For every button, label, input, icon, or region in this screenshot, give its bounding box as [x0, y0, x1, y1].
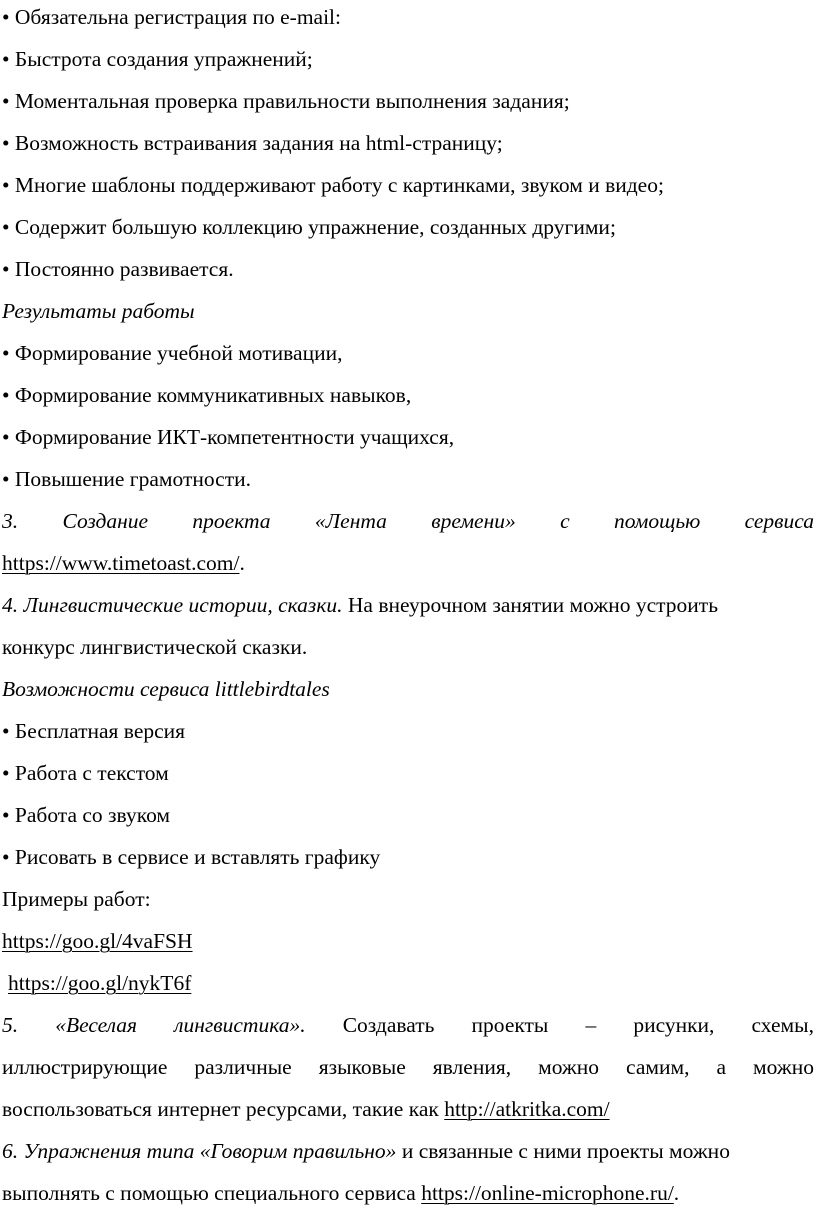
lbt-feature-item: • Рисовать в сервисе и вставлять графику: [2, 845, 381, 869]
item5-heading: 5. «Веселая лингвистика».: [2, 1013, 306, 1037]
item3-tail: .: [239, 551, 245, 575]
feature-item: • Многие шаблоны поддерживают работу с картинками, звуком и видео;: [2, 173, 664, 197]
online-microphone-link[interactable]: https://online-microphone.ru/: [421, 1181, 674, 1205]
item5-line1: [2, 1010, 814, 1040]
feature-item: • Постоянно развивается.: [2, 257, 234, 281]
item3-heading: 3. Создание проекта «Лента времени» с помощью сервиса: [2, 509, 814, 533]
result-item: • Повышение грамотности.: [2, 467, 251, 491]
item5-text-end: воспользоваться интернет ресурсами, такие как: [2, 1097, 445, 1121]
example-link-2[interactable]: https://goo.gl/nykT6f: [8, 971, 192, 995]
timetoast-link[interactable]: https://www.timetoast.com/: [2, 551, 240, 575]
item5-line3: [2, 1094, 610, 1124]
feature-item: • Быстрота создания упражнений;: [2, 47, 313, 71]
examples-label: Примеры работ:: [2, 887, 151, 911]
feature-item: • Моментальная проверка правильности выполнения задания;: [2, 89, 570, 113]
item4-heading: 4. Лингвистические истории, сказки.: [2, 593, 343, 617]
atkritka-link[interactable]: http://atkritka.com/: [444, 1097, 610, 1121]
item4-line1: [2, 590, 718, 620]
item5-line2: иллюстрирующие различные языковые явления, можно самим, а можно: [2, 1055, 814, 1079]
lbt-feature-item: • Работа со звуком: [2, 803, 171, 827]
example-link-1[interactable]: https://goo.gl/4vaFSH: [2, 929, 193, 953]
item5-text: Создавать проекты – рисунки, схемы,: [305, 1013, 814, 1037]
item6-tail: .: [673, 1181, 680, 1205]
result-item: • Формирование коммуникативных навыков,: [2, 383, 412, 407]
results-heading: Результаты работы: [2, 299, 195, 323]
item3-link-line: [2, 548, 245, 578]
item6-line1: [2, 1136, 730, 1166]
lbt-heading: Возможности сервиса littlebirdtales: [2, 677, 330, 701]
result-item: • Формирование учебной мотивации,: [2, 341, 343, 365]
item6-text-end: выполнять с помощью специального сервиса: [2, 1181, 422, 1205]
feature-item: • Возможность встраивания задания на html-страницу;: [2, 131, 503, 155]
result-item: • Формирование ИКТ-компетентности учащихся,: [2, 425, 455, 449]
feature-item: • Обязательна регистрация по e-mail:: [2, 5, 342, 29]
item6-text: и связанные с ними проекты можно: [396, 1139, 730, 1163]
item4-line2: конкурс лингвистической сказки.: [2, 635, 308, 659]
item6-line2: [2, 1178, 679, 1208]
item6-heading: 6. Упражнения типа «Говорим правильно»: [2, 1139, 397, 1163]
item4-text: На внеурочном занятии можно устроить: [342, 593, 719, 617]
lbt-feature-item: • Работа с текстом: [2, 761, 169, 785]
lbt-feature-item: • Бесплатная версия: [2, 719, 186, 743]
feature-item: • Содержит большую коллекцию упражнение, созданных другими;: [2, 215, 616, 239]
example-link-line: [2, 926, 193, 956]
example-link-line: [8, 968, 191, 998]
